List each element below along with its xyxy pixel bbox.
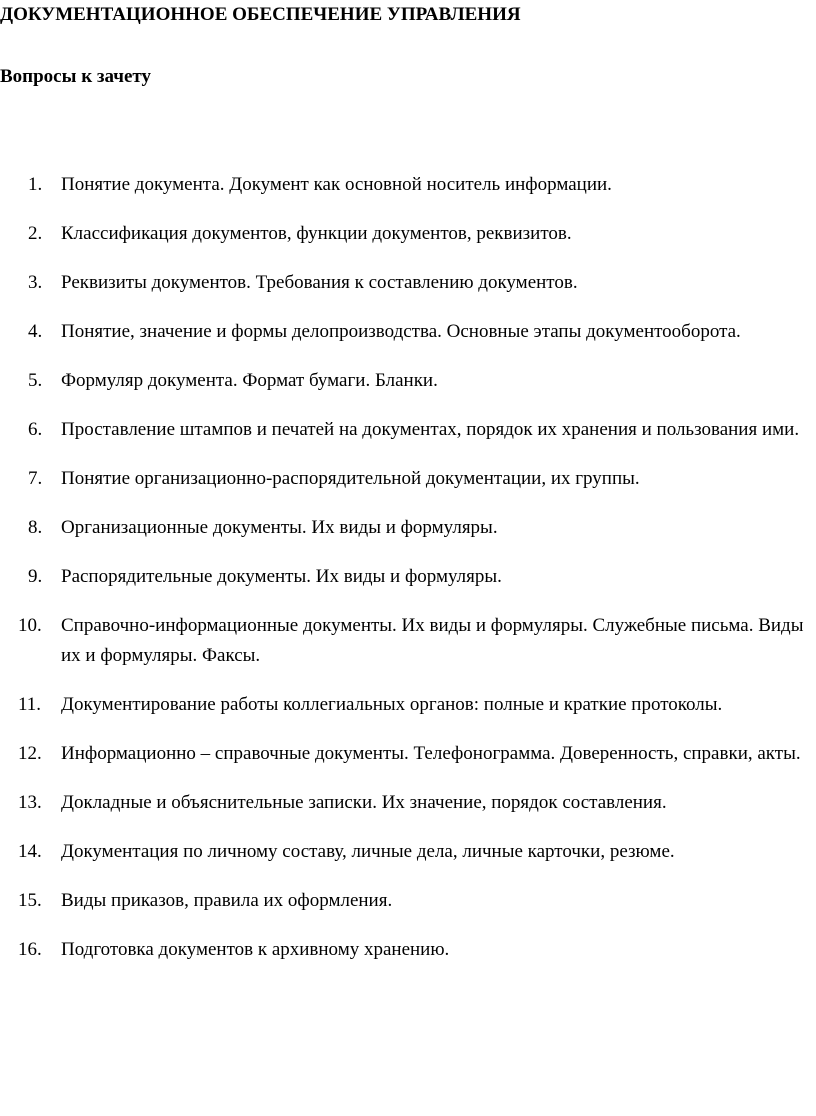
question-list — [0, 170, 816, 984]
question-text: Реквизиты документов. Требования к составлению документов. — [61, 272, 578, 293]
question-item — [0, 788, 816, 818]
question-text: Информационно – справочные документы. Телефонограмма. Доверенность, справки, акты. — [61, 743, 801, 764]
question-text: Виды приказов, правила их оформления. — [61, 890, 393, 911]
question-item — [0, 837, 816, 867]
question-text: Организационные документы. Их виды и формуляры. — [61, 517, 498, 538]
document-subtitle: Вопросы к зачету — [0, 66, 152, 87]
question-item — [0, 170, 816, 200]
question-item — [0, 562, 816, 592]
question-item — [0, 268, 816, 298]
question-number: 2. — [28, 223, 43, 244]
question-text: Документация по личному составу, личные дела, личные карточки, резюме. — [61, 841, 675, 862]
question-item — [0, 739, 816, 769]
question-number: 7. — [28, 468, 43, 489]
question-item — [0, 366, 816, 396]
question-number: 5. — [28, 370, 43, 391]
question-text: Понятие организационно-распорядительной документации, их группы. — [61, 468, 640, 489]
question-text: Докладные и объяснительные записки. Их значение, порядок составления. — [61, 792, 667, 813]
question-text: Понятие, значение и формы делопроизводства. Основные этапы документооборота. — [61, 321, 741, 342]
question-text: Подготовка документов к архивному хранению. — [61, 939, 450, 960]
question-text: Проставление штампов и печатей на документах, порядок их хранения и пользования ими. — [61, 419, 800, 440]
question-number: 6. — [28, 419, 43, 440]
question-text: Классификация документов, функции документов, реквизитов. — [61, 223, 572, 244]
question-item — [0, 513, 816, 543]
question-item — [0, 690, 816, 720]
question-text: Распорядительные документы. Их виды и формуляры. — [61, 566, 502, 587]
question-item — [0, 935, 816, 965]
question-number: 1. — [28, 174, 43, 195]
question-item — [0, 611, 816, 671]
question-number: 3. — [28, 272, 43, 293]
question-number: 8. — [28, 517, 43, 538]
question-text: Формуляр документа. Формат бумаги. Бланки. — [61, 370, 438, 391]
question-number: 9. — [28, 566, 43, 587]
question-number: 11. — [18, 694, 42, 715]
question-number: 4. — [28, 321, 43, 342]
question-item — [0, 219, 816, 249]
question-text: Понятие документа. Документ как основной носитель информации. — [61, 174, 612, 195]
question-item — [0, 886, 816, 916]
question-item — [0, 415, 816, 445]
document-title: ДОКУМЕНТАЦИОННОЕ ОБЕСПЕЧЕНИЕ УПРАВЛЕНИЯ — [0, 4, 521, 25]
question-number: 15. — [18, 890, 42, 911]
question-number: 14. — [18, 841, 42, 862]
question-item — [0, 464, 816, 494]
question-number: 13. — [18, 792, 42, 813]
question-text: Документирование работы коллегиальных органов: полные и краткие протоколы. — [61, 694, 723, 715]
question-number: 10. — [18, 615, 42, 636]
question-text: Справочно-информационные документы. Их виды и формуляры. Служебные письма. Виды их и формуляры. Факсы. — [61, 615, 804, 666]
question-number: 12. — [18, 743, 42, 764]
question-item — [0, 317, 816, 347]
question-number: 16. — [18, 939, 42, 960]
